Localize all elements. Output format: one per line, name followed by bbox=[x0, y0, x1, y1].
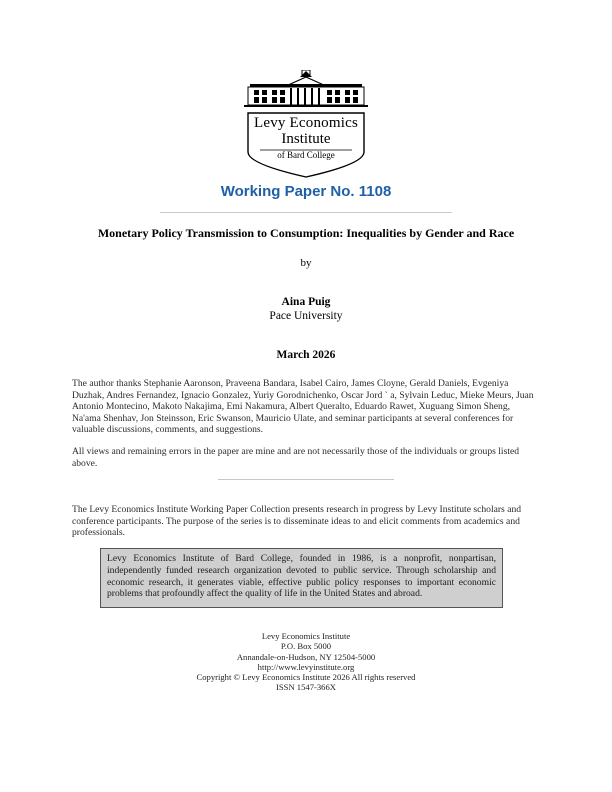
contact-block bbox=[0, 631, 612, 693]
contact-issn: ISSN 1547-366X bbox=[276, 682, 336, 693]
contact-po-box: P.O. Box 5000 bbox=[280, 641, 332, 652]
author-affiliation: Pace University bbox=[269, 310, 343, 322]
collection-paragraph: The Levy Economics Institute Working Paper Collection presents research in progress by Levy Institute scholars and conference participants. The purpose of the series is to disseminate ideas to and elicit comments from academics and professionals. bbox=[72, 504, 522, 539]
contact-org: Levy Economics Institute bbox=[261, 631, 351, 641]
building-icon bbox=[244, 70, 368, 116]
author-name: Aina Puig bbox=[281, 296, 331, 308]
acknowledgements-paragraph: The author thanks Stephanie Aaronson, Praveena Bandara, Isabel Cairo, James Cloyne, Gerald Daniels, Evgeniya Duzhak, Andres Fernandez, Ignacio Gonzalez, Yuriy Gorodnichenko, Oscar Jord ` a, Sylvain Leduc, Mieke Meurs, Juan Antonio Montecino, Makoto Nakajima, Emi Nakamura, Albert Queralto, Eduardo Rawet, Xuguang Simon Sheng, Na'ama Shenhav, Jon Steinsson, Eric Swanson, Mauricio Ulate, and seminar participants at several conferences for valuable discussions, comments, and suggestions. bbox=[72, 378, 534, 436]
contact-address: Annandale-on-Hudson, NY 12504-5000 bbox=[236, 651, 376, 662]
logo-line-1: Levy Economics bbox=[253, 115, 359, 131]
publication-date: March 2026 bbox=[276, 349, 336, 361]
disclaimer-paragraph: All views and remaining errors in the paper are mine and are not necessarily those of the individuals or groups listed above. bbox=[72, 446, 520, 469]
paper-title: Monetary Policy Transmission to Consumption: Inequalities by Gender and Race bbox=[97, 226, 515, 240]
logo-line-3: of Bard College bbox=[277, 150, 335, 160]
logo-line-2: Institute bbox=[281, 131, 331, 147]
working-paper-number: Working Paper No. 1108 bbox=[220, 183, 392, 200]
contact-url[interactable]: http://www.levyinstitute.org bbox=[257, 661, 355, 672]
institute-description-box: Levy Economics Institute of Bard College, founded in 1986, is a nonprofit, nonpartisan, independently funded research organization devoted to public service. Through scholarship and economic research, it generates viable, effective public policy responses to important economic problems that profoundly affect the quality of life in the United States and abroad. bbox=[100, 548, 503, 608]
by-line: by bbox=[300, 257, 312, 269]
contact-copyright: Copyright © Levy Economics Institute 2026 All rights reserved bbox=[196, 672, 416, 683]
title-divider bbox=[160, 212, 452, 213]
levy-institute-logo bbox=[244, 70, 368, 178]
section-divider bbox=[218, 479, 394, 480]
